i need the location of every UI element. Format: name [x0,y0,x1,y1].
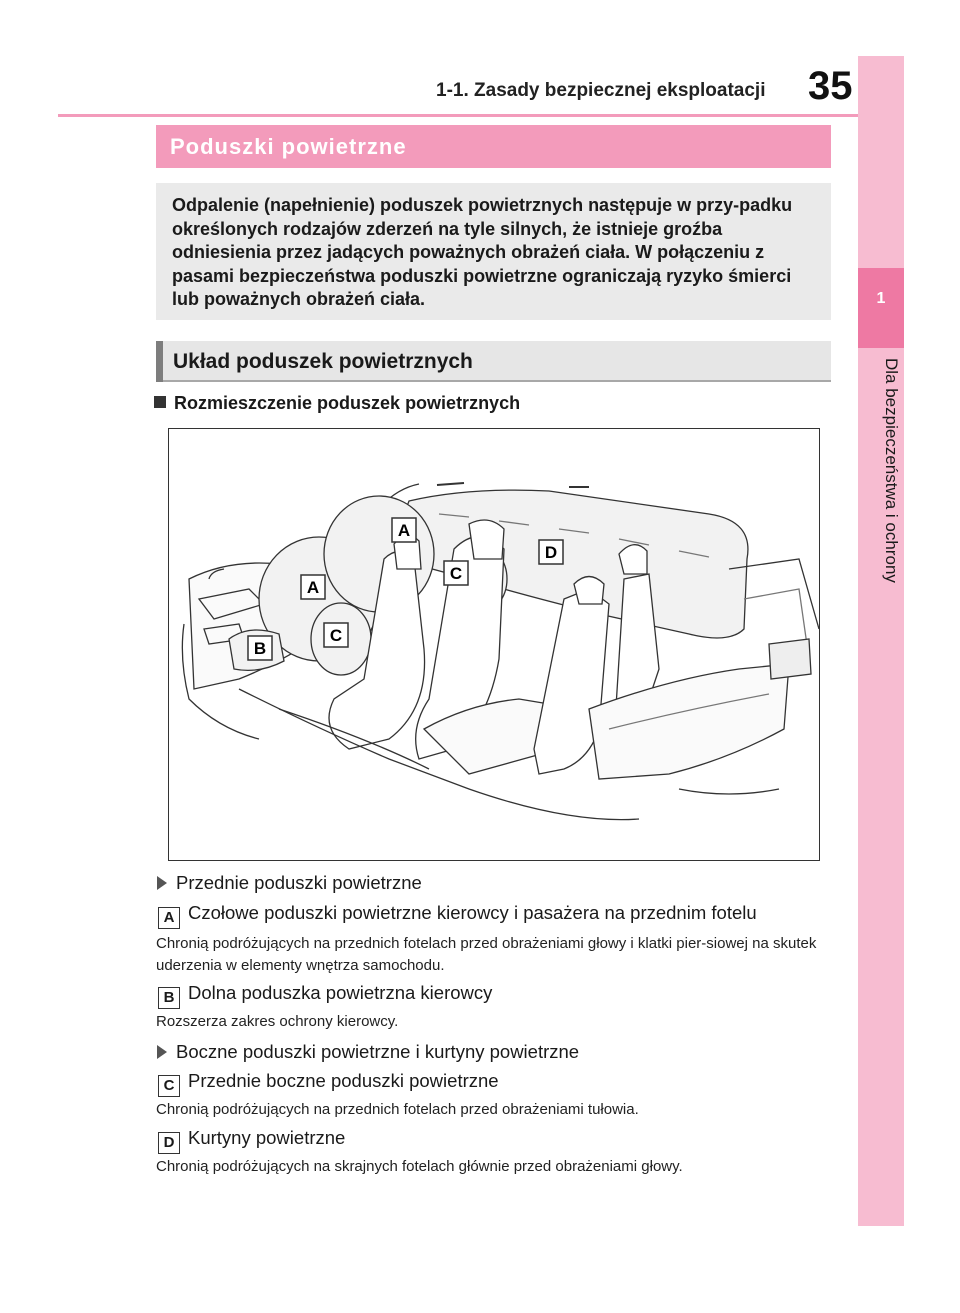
subheading-text: Rozmieszczenie poduszek powietrznych [174,393,521,413]
triangle-bullet-icon [157,876,167,890]
section-heading: Układ poduszek powietrznych [173,350,473,373]
item-d [158,1127,345,1154]
figure-label-a-driver: A [306,578,320,597]
item-c-desc: Chronią podróżujących na przednich fotelach przed obrażeniami tułowia. [156,1101,639,1118]
intro-box [156,183,831,320]
car-interior-illustration [169,429,820,861]
square-bullet-icon [154,396,166,408]
page-title-bar [156,125,831,168]
figure-label-b: B [253,639,267,658]
letter-box-d: D [158,1132,180,1154]
section-heading-bar [156,341,831,382]
section-accent [156,341,163,382]
letter-box-c: C [158,1075,180,1097]
item-a-desc: Chronią podróżujących na przednich fotelach przed obrażeniami głowy i klatki pier-siowej na skutek uderzenia w elementy wnętrza samochodu. [156,935,817,974]
item-a [158,902,757,929]
airbag-layout-figure [168,428,820,861]
item-c [158,1070,499,1097]
page-title: Poduszki powietrzne [170,134,407,159]
item-a-title: Czołowe poduszki powietrzne kierowcy i pasażera na przednim fotelu [188,902,757,923]
item-b [158,982,492,1009]
group-heading-side: Boczne poduszki powietrzne i kurtyny powietrzne [157,1041,579,1063]
figure-label-d: D [544,543,558,562]
chapter-number: 1 [876,290,886,307]
chapter-tab [858,268,904,348]
subheading [154,393,520,414]
item-d-desc: Chronią podróżujących na skrajnych fotelach głównie przed obrażeniami głowy. [156,1158,683,1175]
figure-label-c-passenger: C [449,564,463,583]
intro-text: Odpalenie (napełnienie) poduszek powietrznych następuje w przy-padku określonych rodzajów zderzeń na tyle silnych, że istnieje groźba odniesienia przez jadących poważnych obrażeń ciała. W połączeniu z pasami bezpieczeństwa poduszki powietrzne ograniczają ryzyko śmierci lub poważnych obrażeń ciała. [172,195,793,310]
item-b-title: Dolna poduszka powietrzna kierowcy [188,982,493,1003]
running-header: 1-1. Zasady bezpiecznej eksploatacji [436,80,766,101]
chapter-title: Dla bezpieczeństwa i ochrony [882,358,901,583]
figure-label-c-driver: C [329,626,343,645]
letter-box-b: B [158,987,180,1009]
chapter-side-strip [858,56,904,1226]
group-heading-front: Przednie poduszki powietrzne [157,872,422,894]
item-c-title: Przednie boczne poduszki powietrzne [188,1070,499,1091]
figure-label-a-passenger: A [397,521,411,540]
header-divider [58,114,860,117]
item-b-desc: Rozszerza zakres ochrony kierowcy. [156,1013,399,1030]
page-number: 35 [808,64,853,108]
letter-box-a: A [158,907,180,929]
item-d-title: Kurtyny powietrzne [188,1127,346,1148]
triangle-bullet-icon [157,1045,167,1059]
